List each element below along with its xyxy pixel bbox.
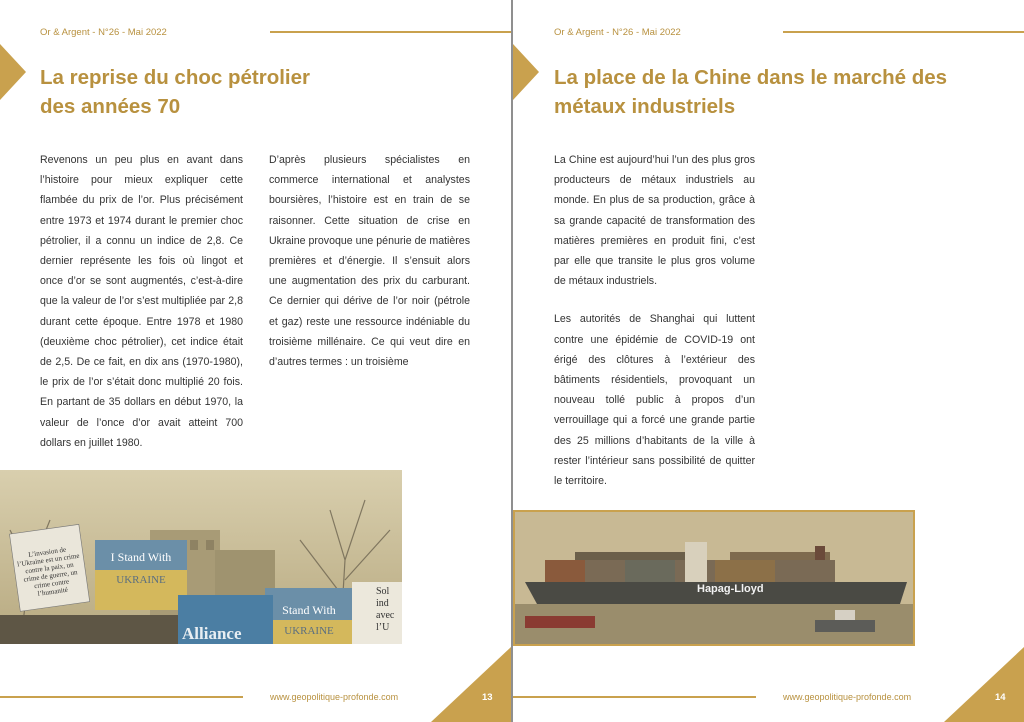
page-header: Or & Argent - N°26 - Mai 2022 bbox=[554, 27, 681, 38]
corner-triangle bbox=[944, 647, 1024, 722]
page-number: 14 bbox=[995, 692, 1006, 703]
footer-rule bbox=[0, 696, 243, 698]
page-14 bbox=[513, 0, 1024, 722]
footer-url[interactable]: www.geopolitique-profonde.com bbox=[783, 692, 912, 702]
sign-alliance: Alliance bbox=[182, 624, 242, 643]
footer-url[interactable]: www.geopolitique-profonde.com bbox=[270, 692, 399, 702]
paragraph-1: La Chine est aujourd’hui l’un des plus gros producteurs de métaux industriels au monde. En plus de sa production, grâce à sa grande capacité de transformation des matières premières en produit fini, c’est par elle que transite le plus gros volume de métaux industriels. bbox=[554, 154, 755, 288]
paragraph-2: Les autorités de Shanghai qui luttent contre une épidémie de COVID-19 ont érigé des clôtures à l’extérieur des bâtiments résidentiels, provoquant un nouveau tollé public à propos d’un verrouillage qui a forcé une grande partie des 25 millions d’habitants de la ville à rester l’intérieur sans possibilité de quitter le territoire. bbox=[554, 313, 755, 488]
header-rule bbox=[270, 31, 511, 33]
sign-stand-with: Stand With bbox=[282, 603, 336, 617]
corner-triangle bbox=[431, 647, 511, 722]
container-ship-photo bbox=[513, 510, 915, 646]
article-title bbox=[554, 63, 994, 121]
sign-ukraine-1: UKRAINE bbox=[116, 574, 166, 586]
title-line-2: métaux industriels bbox=[554, 95, 736, 118]
text-column-2 bbox=[269, 150, 470, 390]
column-1-paragraph: Revenons un peu plus en avant dans l’histoire pour mieux expliquer cette flambée du prix de l’or. Plus précisément entre 1973 et 1974 durant le premier choc pétrolier, il a connu un indice de 2,8. Ce dernier représente les fois où lingot et once d’or se sont augmentés, c’est-à-dire que la valeur de l’or s’est multipliée par 2,8 durant cette époque. Entre 1978 et 1980 (deuxième choc pétrolier), cet indice était de 2,5. De ce fait, en dix ans (1970-1980), le prix de l’or s’était donc multiplié 20 fois. En partant de 35 dollars en début 1970, la valeur de l’once d’or avait atteint 700 dollars en juillet 1980. bbox=[40, 154, 243, 449]
title-line-2: des années 70 bbox=[40, 95, 181, 118]
article-title bbox=[40, 63, 480, 121]
sign-invasion: L’invasion de l’Ukraine est un crime contre la paix, un crime de guerre, un crime contre l’humanité bbox=[16, 545, 80, 598]
title-line-1: La reprise du choc pétrolier bbox=[40, 66, 310, 89]
sign-ukraine-2: UKRAINE bbox=[284, 625, 334, 637]
sign-solidarite: Sol ind avec l’U bbox=[376, 586, 395, 633]
title-marker-triangle bbox=[513, 44, 539, 100]
header-rule bbox=[783, 31, 1024, 33]
text-column bbox=[554, 150, 755, 509]
title-line-1: La place de la Chine dans le marché des bbox=[554, 66, 948, 89]
footer-rule bbox=[513, 696, 756, 698]
page-number: 13 bbox=[482, 692, 493, 703]
ship-logo: Hapag-Lloyd bbox=[697, 583, 764, 595]
page-header: Or & Argent - N°26 - Mai 2022 bbox=[40, 27, 167, 38]
sign-i-stand-with: I Stand With bbox=[110, 550, 172, 564]
column-2-paragraph: D’après plusieurs spécialistes en commerce international et analystes boursières, l’histoire est en train de se raisonner. Cette situation de crise en Ukraine provoque une pénurie de matières premières et d’énergie. Il s’ensuit alors une augmentation des prix du carburant. Ce dernier qui dérive de l’or noir (pétrole et gaz) reste une ressource indéniable du troisième millénaire. Ce qui veut dire en d’autres termes : un troisième bbox=[269, 154, 470, 369]
protest-photo bbox=[0, 470, 402, 644]
text-column-1 bbox=[40, 150, 243, 471]
page-13 bbox=[0, 0, 511, 722]
title-marker-triangle bbox=[0, 44, 26, 100]
